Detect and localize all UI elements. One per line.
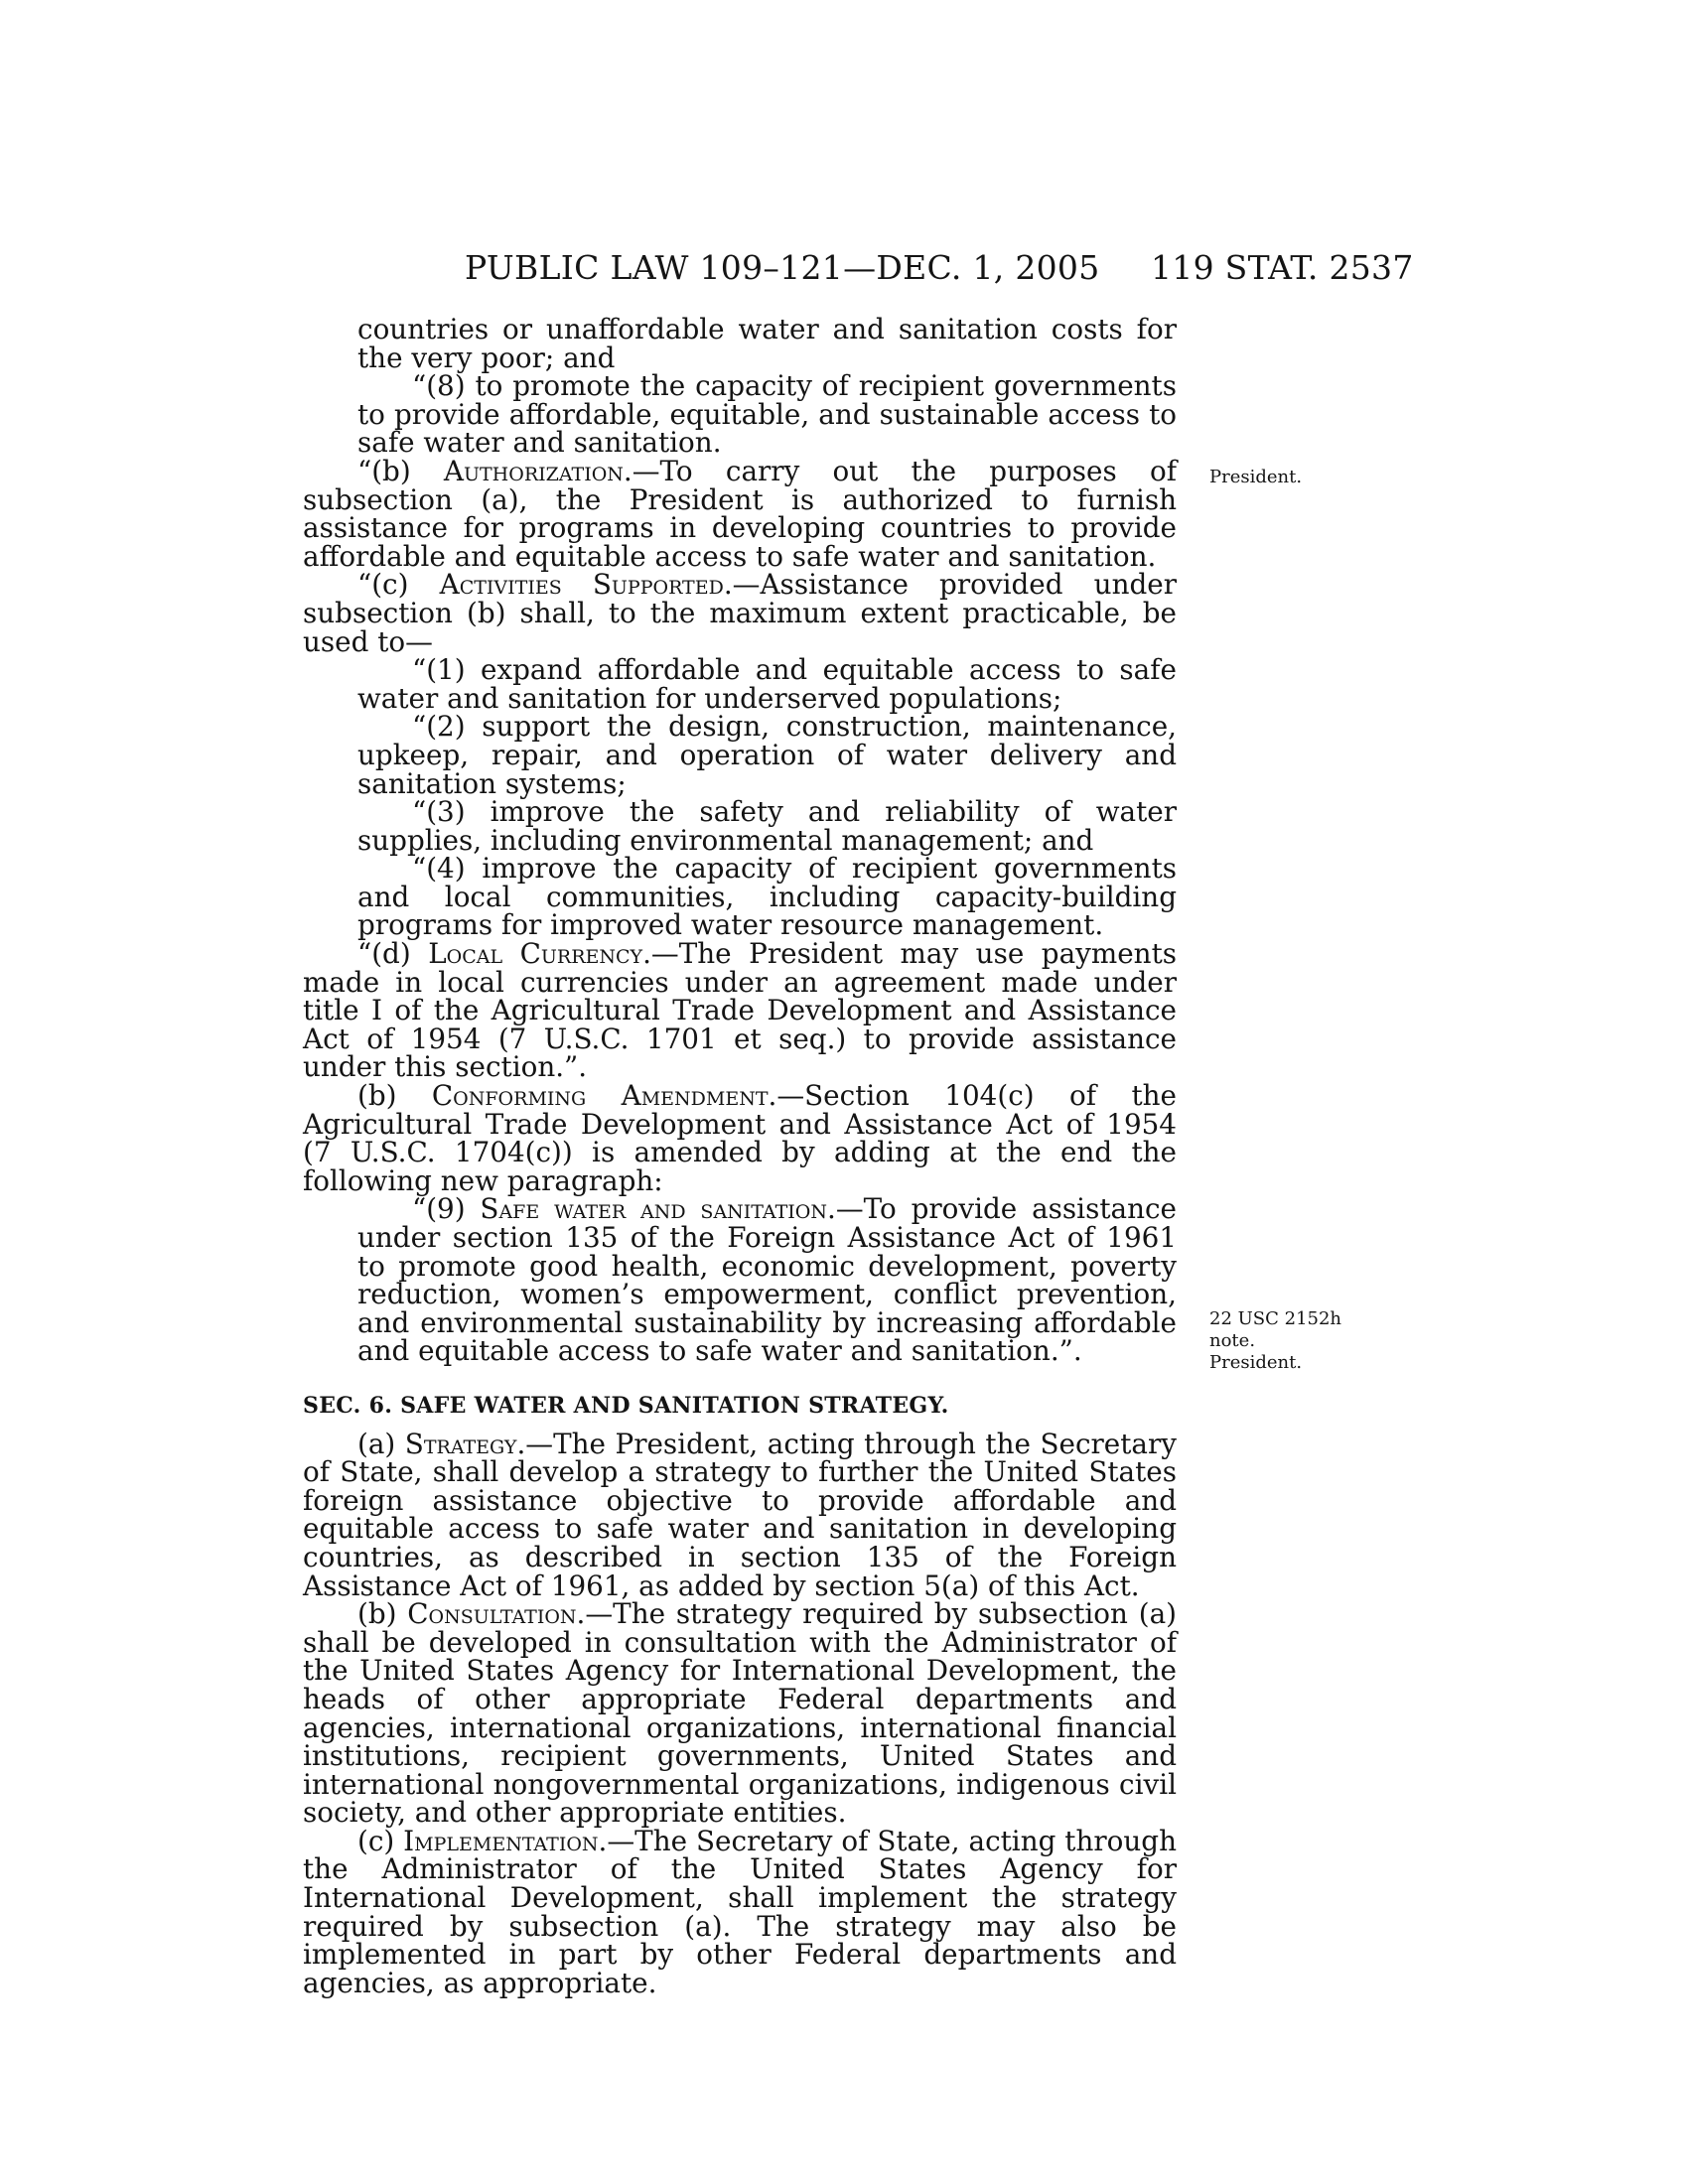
- margin-note-usc-ref: 22 USC 2152h: [1209, 1308, 1342, 1329]
- section-6-subsection-c: (c) Implementation.—The Secretary of State, acting through the Administrator of the United States Agency for International Development, shall implement the strategy required by subsection (a). The strategy may also be implemented in part by other Federal departments and agencies, as appropriate.: [303, 1824, 1178, 1999]
- conforming-amendment: (b) Conforming Amendment.—Section 104(c) of the Agricultural Trade Development and Assistance Act of 1954 (7 U.S.C. 1704(c)) is amended by adding at the end the following new paragraph:: [303, 1079, 1177, 1197]
- subsection-heading: Activities Supported: [439, 568, 724, 602]
- margin-note-usc-note: note.: [1209, 1330, 1256, 1351]
- subsection-heading: Strategy: [404, 1427, 517, 1460]
- paragraph-9-safe-water: “(9) Safe water and sanitation.—To provide assistance under section 135 of the Foreign Assistance Act of 1961 to promote good health, economic development, poverty reduction, women’s empowerment, conflict prevention, and environmental sustainability by increasing affordable and equitable access to safe water and sanitation.”.: [357, 1192, 1177, 1368]
- section-6-subsection-b: (b) Consultation.—The strategy required by subsection (a) shall be developed in consultation with the Administrator of the United States Agency for International Development, the heads of other appropriate Federal departments and agencies, international organizations, international financial institutions, recipient governments, United States and international nongovernmental organizations, indigenous civil society, and other appropriate entities.: [303, 1597, 1177, 1830]
- activity-item-1: “(1) expand affordable and equitable access to safe water and sanitation for underserved populations;: [357, 653, 1177, 715]
- subsection-b-authorization: “(b) Authorization.—To carry out the purposes of subsection (a), the President is authorized to furnish assistance for programs in developing countries to provide affordable and equitable access to safe water and sanitation.: [303, 454, 1178, 573]
- section-6-subsection-a: (a) Strategy.—The President, acting through the Secretary of State, shall develop a strategy to further the United States foreign assistance objective to provide affordable and equitable access to safe water and sanitation in developing countries, as described in section 135 of the Foreign Assistance Act of 1961, as added by section 5(a) of this Act.: [303, 1427, 1177, 1602]
- paragraph-purpose-8: “(8) to promote the capacity of recipient governments to provide affordable, equitable, and sustainable access to safe water and sanitation.: [357, 369, 1177, 460]
- activity-item-2: “(2) support the design, construction, maintenance, upkeep, repair, and operation of water delivery and sanitation systems;: [357, 710, 1177, 800]
- law-title: PUBLIC LAW 109–121—DEC. 1, 2005: [465, 248, 1100, 287]
- subsection-heading: Local Currency: [428, 937, 643, 971]
- section-6-heading: SEC. 6. SAFE WATER AND SANITATION STRATEGY.: [303, 1392, 949, 1419]
- subsection-d-local-currency: “(d) Local Currency.—The President may use payments made in local currencies under an agreement made under title I of the Agricultural Trade Development and Assistance Act of 1954 (7 U.S.C. 1701 et seq.) to provide assistance under this section.”.: [303, 937, 1178, 1084]
- statute-page-number: 119 STAT. 2537: [1151, 248, 1414, 287]
- margin-note-president-2: President.: [1209, 1352, 1303, 1373]
- paragraph-continuation: countries or unaffordable water and sanitation costs for the very poor; and: [357, 313, 1177, 374]
- paragraph-heading: Safe water and sanitation: [480, 1192, 827, 1226]
- subsection-c-activities: “(c) Activities Supported.—Assistance provided under subsection (b) shall, to the maximum extent practicable, be used to—: [303, 568, 1178, 658]
- page-header: [0, 248, 1688, 292]
- margin-note-president: President.: [1209, 467, 1303, 487]
- subsection-heading: Implementation: [403, 1824, 599, 1857]
- activity-item-4: “(4) improve the capacity of recipient governments and local communities, including capacity-building programs for improved water resource management.: [357, 852, 1177, 942]
- subsection-heading: Conforming Amendment: [431, 1079, 769, 1113]
- document-body: [303, 313, 1178, 1999]
- subsection-heading: Consultation: [407, 1597, 577, 1631]
- activity-item-3: “(3) improve the safety and reliability of water supplies, including environmental management; and: [357, 795, 1177, 857]
- margin-note-usc: [1209, 1308, 1368, 1374]
- subsection-heading: Authorization: [443, 454, 624, 487]
